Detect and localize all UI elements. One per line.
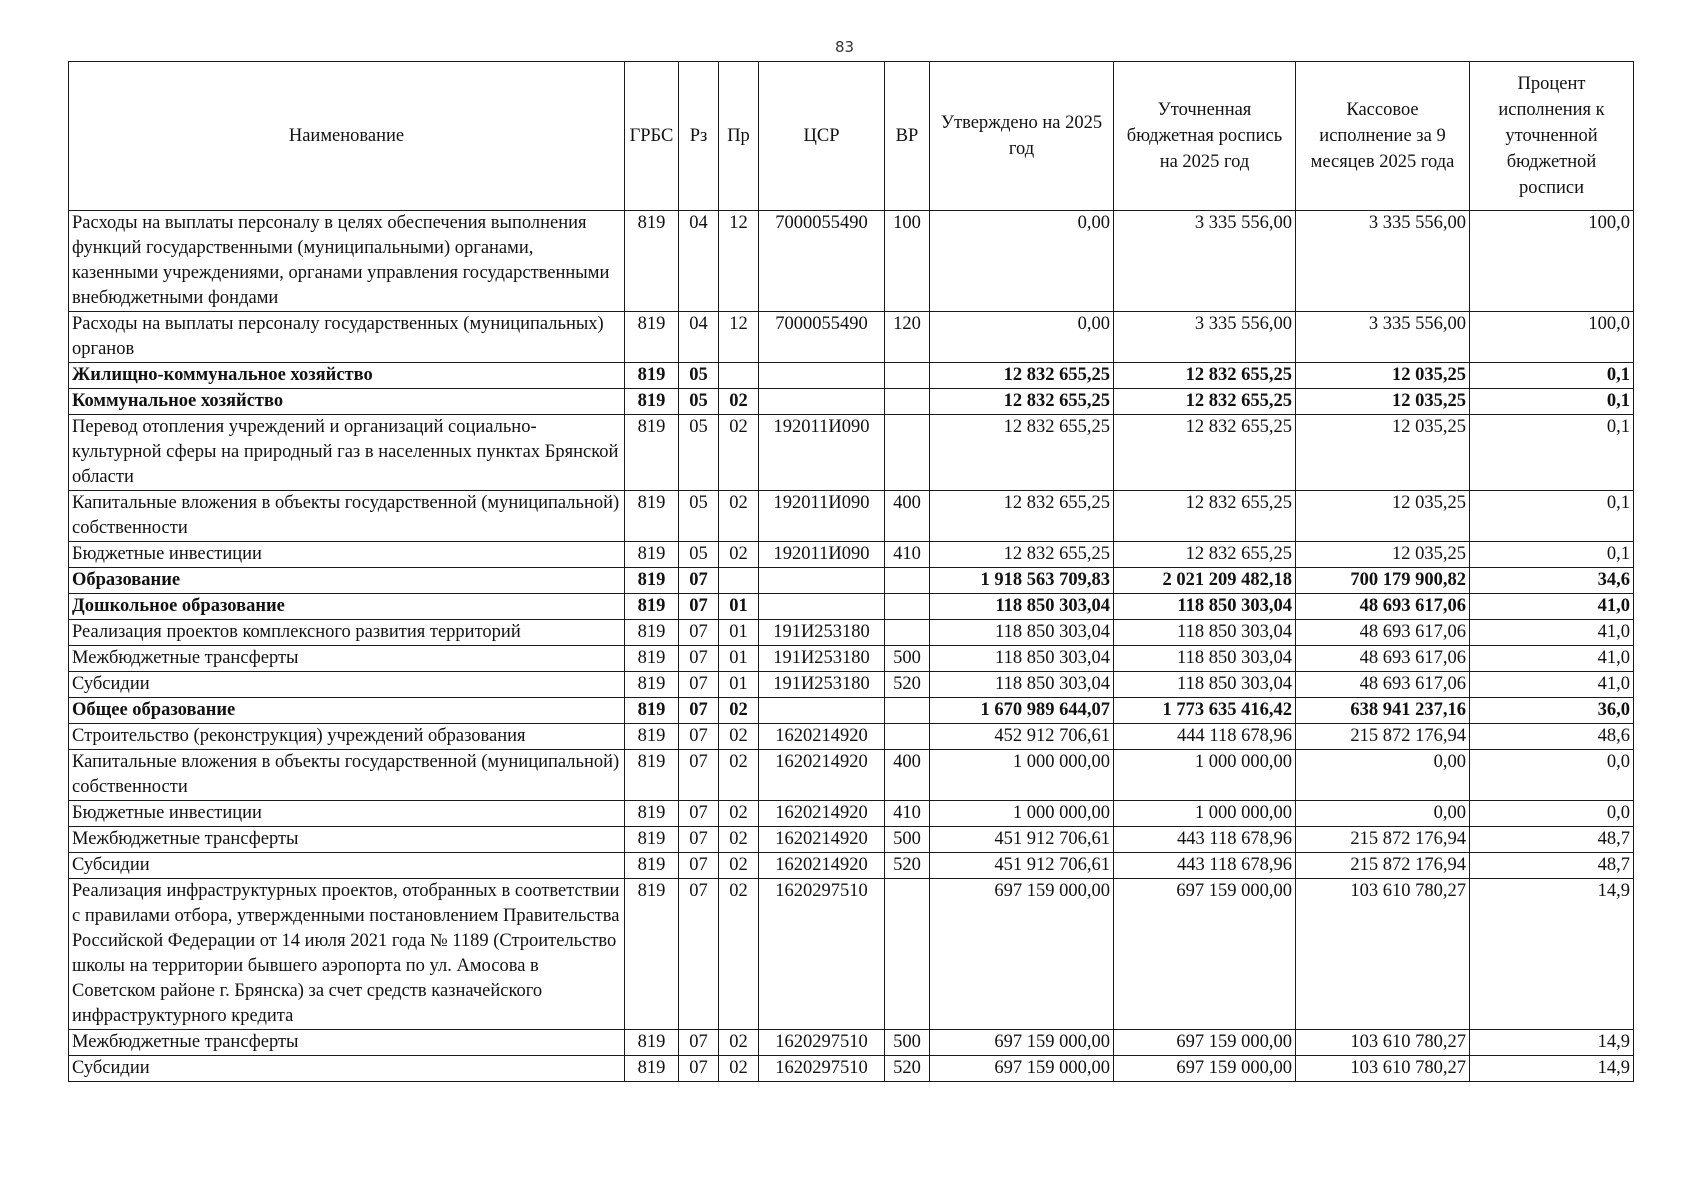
cell-csr: 1620214920 (759, 750, 885, 801)
table-row (69, 1030, 1634, 1056)
header-name: Наименование (69, 62, 625, 211)
table-row (69, 672, 1634, 698)
table-row (69, 312, 1634, 363)
cell-refined: 12 832 655,25 (1114, 363, 1296, 389)
budget-table (68, 61, 1634, 1082)
cell-pr: 02 (719, 724, 759, 750)
cell-pr: 12 (719, 211, 759, 312)
cell-pr: 12 (719, 312, 759, 363)
cell-vr: 400 (885, 491, 930, 542)
cell-percent: 0,1 (1470, 491, 1634, 542)
cell-pr: 02 (719, 750, 759, 801)
cell-rz: 05 (679, 389, 719, 415)
cell-cash: 48 693 617,06 (1296, 594, 1470, 620)
cell-name: Дошкольное образование (69, 594, 625, 620)
cell-grbs: 819 (625, 853, 679, 879)
cell-vr (885, 389, 930, 415)
cell-vr: 520 (885, 853, 930, 879)
cell-grbs: 819 (625, 211, 679, 312)
cell-approved: 12 832 655,25 (930, 363, 1114, 389)
cell-rz: 07 (679, 1030, 719, 1056)
cell-name: Коммунальное хозяйство (69, 389, 625, 415)
cell-vr: 500 (885, 827, 930, 853)
page-number: 83 (834, 38, 855, 56)
cell-grbs: 819 (625, 312, 679, 363)
cell-cash: 12 035,25 (1296, 415, 1470, 491)
cell-percent: 48,7 (1470, 853, 1634, 879)
cell-cash: 3 335 556,00 (1296, 312, 1470, 363)
cell-approved: 697 159 000,00 (930, 879, 1114, 1030)
cell-percent: 41,0 (1470, 620, 1634, 646)
cell-pr: 02 (719, 415, 759, 491)
cell-rz: 07 (679, 1056, 719, 1082)
cell-csr (759, 594, 885, 620)
cell-vr (885, 568, 930, 594)
cell-grbs: 819 (625, 801, 679, 827)
cell-refined: 12 832 655,25 (1114, 415, 1296, 491)
cell-csr (759, 389, 885, 415)
cell-vr (885, 879, 930, 1030)
cell-rz: 07 (679, 672, 719, 698)
cell-grbs: 819 (625, 827, 679, 853)
table-header-row (69, 62, 1634, 211)
cell-csr: 192011И090 (759, 491, 885, 542)
table-row (69, 750, 1634, 801)
cell-pr: 02 (719, 1030, 759, 1056)
cell-rz: 07 (679, 750, 719, 801)
cell-pr: 01 (719, 620, 759, 646)
cell-csr: 1620214920 (759, 724, 885, 750)
cell-csr: 191И253180 (759, 620, 885, 646)
cell-grbs: 819 (625, 1030, 679, 1056)
cell-vr (885, 620, 930, 646)
cell-name: Субсидии (69, 853, 625, 879)
cell-name: Бюджетные инвестиции (69, 542, 625, 568)
cell-grbs: 819 (625, 672, 679, 698)
cell-vr: 410 (885, 542, 930, 568)
cell-approved: 451 912 706,61 (930, 853, 1114, 879)
cell-rz: 07 (679, 879, 719, 1030)
cell-pr: 02 (719, 879, 759, 1030)
cell-csr: 1620214920 (759, 801, 885, 827)
table-row (69, 542, 1634, 568)
cell-vr (885, 363, 930, 389)
cell-refined: 3 335 556,00 (1114, 312, 1296, 363)
table-row (69, 1056, 1634, 1082)
table-row (69, 646, 1634, 672)
cell-pr: 01 (719, 672, 759, 698)
cell-grbs: 819 (625, 389, 679, 415)
cell-pr: 02 (719, 698, 759, 724)
cell-rz: 05 (679, 491, 719, 542)
cell-rz: 07 (679, 568, 719, 594)
cell-rz: 07 (679, 620, 719, 646)
cell-percent: 0,0 (1470, 750, 1634, 801)
cell-percent: 14,9 (1470, 879, 1634, 1030)
cell-refined: 12 832 655,25 (1114, 542, 1296, 568)
cell-csr (759, 698, 885, 724)
cell-pr (719, 568, 759, 594)
cell-grbs: 819 (625, 646, 679, 672)
cell-percent: 0,0 (1470, 801, 1634, 827)
cell-cash: 0,00 (1296, 750, 1470, 801)
cell-refined: 118 850 303,04 (1114, 594, 1296, 620)
cell-approved: 451 912 706,61 (930, 827, 1114, 853)
cell-pr: 02 (719, 801, 759, 827)
cell-cash: 12 035,25 (1296, 389, 1470, 415)
cell-name: Капитальные вложения в объекты государственной (муниципальной) собственности (69, 750, 625, 801)
cell-vr: 410 (885, 801, 930, 827)
cell-percent: 0,1 (1470, 542, 1634, 568)
cell-pr: 01 (719, 594, 759, 620)
cell-percent: 100,0 (1470, 312, 1634, 363)
table-row (69, 724, 1634, 750)
cell-grbs: 819 (625, 363, 679, 389)
cell-name: Бюджетные инвестиции (69, 801, 625, 827)
cell-pr: 02 (719, 853, 759, 879)
cell-approved: 1 000 000,00 (930, 801, 1114, 827)
cell-approved: 452 912 706,61 (930, 724, 1114, 750)
cell-approved: 1 000 000,00 (930, 750, 1114, 801)
cell-name: Расходы на выплаты персоналу в целях обеспечения выполнения функций государственными (муниципальными) органами, казенными учреждениями, органами управления государственными внебюджетными фондами (69, 211, 625, 312)
cell-refined: 1 773 635 416,42 (1114, 698, 1296, 724)
cell-grbs: 819 (625, 698, 679, 724)
cell-csr: 192011И090 (759, 542, 885, 568)
cell-name: Расходы на выплаты персоналу государственных (муниципальных) органов (69, 312, 625, 363)
table-row (69, 389, 1634, 415)
cell-refined: 118 850 303,04 (1114, 646, 1296, 672)
cell-refined: 118 850 303,04 (1114, 672, 1296, 698)
header-approved: Утверждено на 2025 год (930, 62, 1114, 211)
header-grbs: ГРБС (625, 62, 679, 211)
cell-pr: 01 (719, 646, 759, 672)
cell-name: Межбюджетные трансферты (69, 827, 625, 853)
cell-pr: 02 (719, 542, 759, 568)
cell-refined: 443 118 678,96 (1114, 827, 1296, 853)
cell-percent: 0,1 (1470, 363, 1634, 389)
cell-grbs: 819 (625, 1056, 679, 1082)
cell-pr: 02 (719, 491, 759, 542)
cell-approved: 118 850 303,04 (930, 594, 1114, 620)
cell-cash: 12 035,25 (1296, 363, 1470, 389)
cell-rz: 04 (679, 211, 719, 312)
table-row (69, 827, 1634, 853)
table-row (69, 363, 1634, 389)
cell-percent: 41,0 (1470, 594, 1634, 620)
cell-name: Жилищно-коммунальное хозяйство (69, 363, 625, 389)
cell-approved: 12 832 655,25 (930, 389, 1114, 415)
cell-cash: 103 610 780,27 (1296, 879, 1470, 1030)
cell-approved: 1 670 989 644,07 (930, 698, 1114, 724)
cell-vr: 520 (885, 1056, 930, 1082)
cell-approved: 118 850 303,04 (930, 646, 1114, 672)
cell-name: Субсидии (69, 1056, 625, 1082)
header-vr: ВР (885, 62, 930, 211)
cell-csr: 7000055490 (759, 211, 885, 312)
cell-rz: 07 (679, 853, 719, 879)
cell-csr: 1620214920 (759, 827, 885, 853)
cell-refined: 1 000 000,00 (1114, 750, 1296, 801)
cell-rz: 05 (679, 542, 719, 568)
cell-percent: 41,0 (1470, 646, 1634, 672)
cell-vr: 520 (885, 672, 930, 698)
cell-grbs: 819 (625, 491, 679, 542)
cell-refined: 12 832 655,25 (1114, 389, 1296, 415)
cell-rz: 07 (679, 698, 719, 724)
cell-name: Перевод отопления учреждений и организаций социально-культурной сферы на природный газ в населенных пунктах Брянской области (69, 415, 625, 491)
header-percent: Процент исполнения к уточненной бюджетной росписи (1470, 62, 1634, 211)
cell-vr: 400 (885, 750, 930, 801)
cell-grbs: 819 (625, 568, 679, 594)
cell-pr (719, 363, 759, 389)
table-row (69, 879, 1634, 1030)
cell-approved: 12 832 655,25 (930, 415, 1114, 491)
cell-vr (885, 724, 930, 750)
cell-grbs: 819 (625, 594, 679, 620)
table-row (69, 211, 1634, 312)
cell-percent: 34,6 (1470, 568, 1634, 594)
cell-refined: 444 118 678,96 (1114, 724, 1296, 750)
cell-percent: 14,9 (1470, 1030, 1634, 1056)
cell-rz: 07 (679, 646, 719, 672)
cell-csr: 1620297510 (759, 1056, 885, 1082)
cell-approved: 12 832 655,25 (930, 542, 1114, 568)
cell-refined: 2 021 209 482,18 (1114, 568, 1296, 594)
cell-csr: 192011И090 (759, 415, 885, 491)
cell-cash: 48 693 617,06 (1296, 672, 1470, 698)
cell-approved: 118 850 303,04 (930, 672, 1114, 698)
cell-grbs: 819 (625, 620, 679, 646)
cell-vr (885, 415, 930, 491)
cell-rz: 07 (679, 827, 719, 853)
cell-rz: 05 (679, 415, 719, 491)
cell-approved: 0,00 (930, 211, 1114, 312)
cell-pr: 02 (719, 389, 759, 415)
cell-pr: 02 (719, 827, 759, 853)
cell-rz: 05 (679, 363, 719, 389)
cell-refined: 697 159 000,00 (1114, 1030, 1296, 1056)
cell-refined: 118 850 303,04 (1114, 620, 1296, 646)
cell-csr (759, 568, 885, 594)
header-pr: Пр (719, 62, 759, 211)
table-row (69, 698, 1634, 724)
cell-name: Реализация инфраструктурных проектов, отобранных в соответствии с правилами отбора, утвержденными постановлением Правительства Российской Федерации от 14 июля 2021 года № 1189 (Строительство школы на территории бывшего аэропорта по ул. Амосова в Советском районе г. Брянска) за счет средств казначейского инфраструктурного кредита (69, 879, 625, 1030)
cell-refined: 443 118 678,96 (1114, 853, 1296, 879)
cell-cash: 103 610 780,27 (1296, 1030, 1470, 1056)
header-cash: Кассовое исполнение за 9 месяцев 2025 года (1296, 62, 1470, 211)
cell-cash: 215 872 176,94 (1296, 827, 1470, 853)
cell-approved: 1 918 563 709,83 (930, 568, 1114, 594)
cell-approved: 697 159 000,00 (930, 1030, 1114, 1056)
header-rz: Рз (679, 62, 719, 211)
cell-refined: 697 159 000,00 (1114, 879, 1296, 1030)
table-row (69, 568, 1634, 594)
table-row (69, 491, 1634, 542)
cell-rz: 04 (679, 312, 719, 363)
cell-csr (759, 363, 885, 389)
cell-cash: 3 335 556,00 (1296, 211, 1470, 312)
cell-grbs: 819 (625, 750, 679, 801)
cell-vr: 500 (885, 646, 930, 672)
cell-cash: 12 035,25 (1296, 542, 1470, 568)
cell-vr: 100 (885, 211, 930, 312)
cell-percent: 100,0 (1470, 211, 1634, 312)
cell-csr: 7000055490 (759, 312, 885, 363)
cell-cash: 12 035,25 (1296, 491, 1470, 542)
cell-cash: 48 693 617,06 (1296, 646, 1470, 672)
cell-grbs: 819 (625, 542, 679, 568)
cell-name: Капитальные вложения в объекты государственной (муниципальной) собственности (69, 491, 625, 542)
cell-approved: 12 832 655,25 (930, 491, 1114, 542)
cell-vr: 120 (885, 312, 930, 363)
cell-approved: 118 850 303,04 (930, 620, 1114, 646)
cell-vr (885, 698, 930, 724)
cell-csr: 191И253180 (759, 646, 885, 672)
table-row (69, 801, 1634, 827)
table-row (69, 853, 1634, 879)
cell-name: Межбюджетные трансферты (69, 1030, 625, 1056)
cell-refined: 697 159 000,00 (1114, 1056, 1296, 1082)
cell-cash: 215 872 176,94 (1296, 724, 1470, 750)
table-row (69, 620, 1634, 646)
cell-rz: 07 (679, 724, 719, 750)
cell-percent: 48,6 (1470, 724, 1634, 750)
cell-csr: 1620214920 (759, 853, 885, 879)
cell-percent: 14,9 (1470, 1056, 1634, 1082)
cell-approved: 697 159 000,00 (930, 1056, 1114, 1082)
header-csr: ЦСР (759, 62, 885, 211)
cell-refined: 3 335 556,00 (1114, 211, 1296, 312)
cell-approved: 0,00 (930, 312, 1114, 363)
cell-pr: 02 (719, 1056, 759, 1082)
cell-refined: 12 832 655,25 (1114, 491, 1296, 542)
cell-rz: 07 (679, 594, 719, 620)
cell-percent: 0,1 (1470, 415, 1634, 491)
cell-rz: 07 (679, 801, 719, 827)
cell-name: Образование (69, 568, 625, 594)
table-body (69, 211, 1634, 1082)
cell-cash: 48 693 617,06 (1296, 620, 1470, 646)
cell-name: Строительство (реконструкция) учреждений образования (69, 724, 625, 750)
cell-cash: 700 179 900,82 (1296, 568, 1470, 594)
cell-name: Субсидии (69, 672, 625, 698)
cell-csr: 191И253180 (759, 672, 885, 698)
table-row (69, 415, 1634, 491)
cell-csr: 1620297510 (759, 1030, 885, 1056)
cell-name: Межбюджетные трансферты (69, 646, 625, 672)
cell-cash: 0,00 (1296, 801, 1470, 827)
cell-grbs: 819 (625, 879, 679, 1030)
cell-grbs: 819 (625, 724, 679, 750)
cell-cash: 103 610 780,27 (1296, 1056, 1470, 1082)
cell-name: Реализация проектов комплексного развития территорий (69, 620, 625, 646)
cell-name: Общее образование (69, 698, 625, 724)
cell-vr: 500 (885, 1030, 930, 1056)
cell-percent: 48,7 (1470, 827, 1634, 853)
table-row (69, 594, 1634, 620)
cell-percent: 41,0 (1470, 672, 1634, 698)
cell-csr: 1620297510 (759, 879, 885, 1030)
cell-percent: 0,1 (1470, 389, 1634, 415)
cell-cash: 215 872 176,94 (1296, 853, 1470, 879)
cell-cash: 638 941 237,16 (1296, 698, 1470, 724)
cell-percent: 36,0 (1470, 698, 1634, 724)
cell-grbs: 819 (625, 415, 679, 491)
cell-vr (885, 594, 930, 620)
header-refined: Уточненная бюджетная роспись на 2025 год (1114, 62, 1296, 211)
cell-refined: 1 000 000,00 (1114, 801, 1296, 827)
